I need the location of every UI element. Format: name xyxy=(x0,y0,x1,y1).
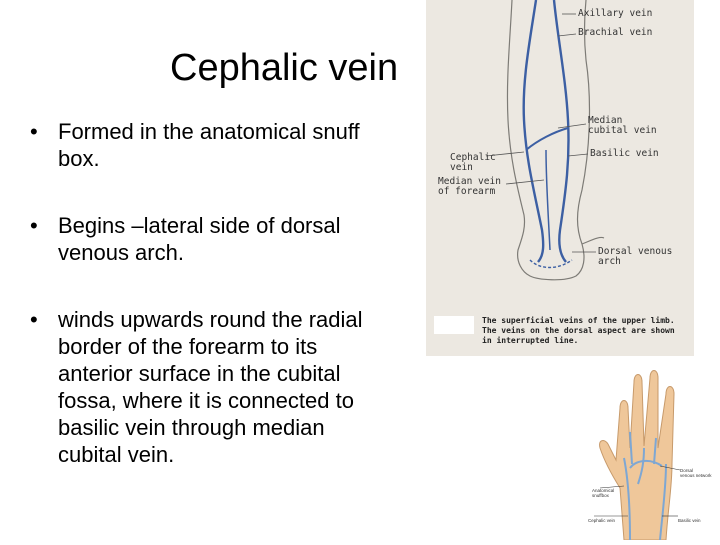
figure-caption: The superficial veins of the upper limb. The veins on the dorsal aspect are shown in interrupted line. xyxy=(482,316,675,345)
label-dorsal-venous-network: Dorsal venous network xyxy=(680,468,712,478)
bullet-item xyxy=(30,118,370,172)
bullet-dot: • xyxy=(30,119,38,144)
label-median-cubital-vein: Median cubital vein xyxy=(588,115,657,136)
label-hand-basilic-vein: Basilic vein xyxy=(678,518,701,523)
label-cephalic-vein: Cephalic vein xyxy=(450,152,496,173)
bullet-text: Begins –lateral side of dorsal venous arch. xyxy=(58,213,341,265)
bullet-item xyxy=(30,306,370,468)
bullet-text: Formed in the anatomical snuff box. xyxy=(58,119,360,171)
label-axillary-vein: Axillary vein xyxy=(578,8,653,19)
bullet-item xyxy=(30,212,370,266)
cephalic-vein-path xyxy=(524,0,544,262)
bullet-dot: • xyxy=(30,307,38,332)
median-cubital-vein-path xyxy=(526,128,568,150)
label-dorsal-venous-arch: Dorsal venous arch xyxy=(598,246,673,267)
hand-veins-figure xyxy=(570,368,720,540)
upper-limb-veins-figure xyxy=(426,0,694,356)
label-median-vein-forearm: Median vein of forearm xyxy=(438,176,501,197)
label-hand-cephalic-vein: Cephalic vein xyxy=(588,518,616,523)
label-brachial-vein: Brachial vein xyxy=(578,27,653,38)
slide-title: Cephalic vein xyxy=(170,47,399,89)
label-anatomical-snuffbox: Anatomical snuffbox xyxy=(592,488,615,498)
hand-illustration xyxy=(570,368,720,540)
white-patch xyxy=(434,316,474,334)
bullet-text: winds upwards round the radial border of the forearm to its anterior surface in the cubital fossa, where it is connected to basilic vein through median cubital vein. xyxy=(58,307,363,467)
label-basilic-vein: Basilic vein xyxy=(590,148,659,159)
bullet-dot: • xyxy=(30,213,38,238)
